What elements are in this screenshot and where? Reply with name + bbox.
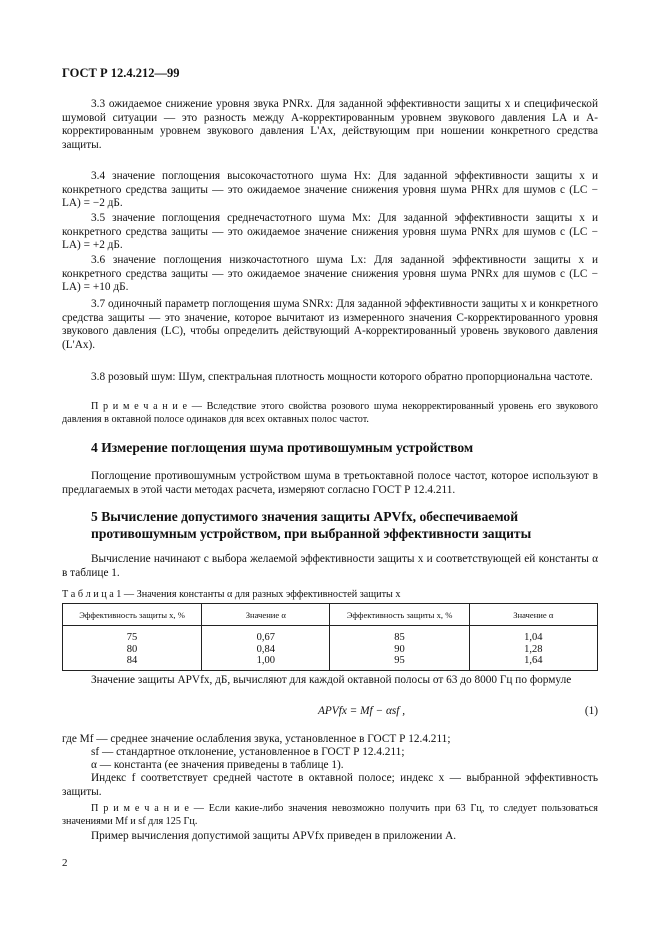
paragraph-3-7: 3.7 одиночный параметр поглощения шума SNRx: Для заданной эффективности защиты x и конкретного средства защиты — это значение, которое вычитают из измеренного значения C-корректированного уровня звукового давления (LC), чтобы определить действующий A-корректированный уровень звукового давления (L'Ax). <box>62 298 598 352</box>
paragraph-4: Поглощение противошумным устройством шума в третьоктавной полосе частот, которое используют в предлагаемых в этой части методах расчета, измеряют согласно ГОСТ Р 12.4.211. <box>62 470 598 496</box>
table-header-cell: Эффективность защиты x, % <box>63 604 202 626</box>
formula-number: (1) <box>584 705 598 717</box>
paragraph-3-6: 3.6 значение поглощения низкочастотного шума Lx: Для заданной эффективности защиты x и конкретного средства защиты — это ожидаемое значение снижения уровня шума PNRx для шумов с (LC − LA) = +10 дБ. <box>62 254 598 294</box>
where-line-2: sf — стандартное отклонение, установленное в ГОСТ Р 12.4.211; <box>91 746 405 758</box>
table-cell: 75 80 84 <box>63 626 202 671</box>
paragraph-3-8: 3.8 розовый шум: Шум, спектральная плотность мощности которого обратно пропорциональна частоте. <box>91 371 593 383</box>
where-line-1: где Mf — среднее значение ослабления звука, установленное в ГОСТ Р 12.4.211; <box>62 733 451 745</box>
paragraph-5: Вычисление начинают с выбора желаемой эффективности защиты x и соответствующей ей константы α в таблице 1. <box>62 553 598 579</box>
table-header-row <box>63 604 598 626</box>
table-cell: 85 90 95 <box>330 626 469 671</box>
paragraph-3-4: 3.4 значение поглощения высокочастотного шума Hx: Для заданной эффективности защиты x и конкретного средства защиты — это ожидаемое значение снижения уровня шума PHRx для шумов с (LC − LA) = −2 дБ. <box>62 170 598 210</box>
table-caption: Т а б л и ц а 1 — Значения константы α для разных эффективностей защиты x <box>62 589 401 600</box>
constants-table <box>62 603 598 671</box>
page-number: 2 <box>62 857 68 869</box>
formula-1 <box>62 705 598 721</box>
table-header-cell: Эффективность защиты x, % <box>330 604 469 626</box>
note-1: П р и м е ч а н и е — Вследствие этого свойства розового шума некорректированный уровень его звукового давления в октавной полосе одинаков для всех октавных полос частот. <box>62 401 598 425</box>
paragraph-3-3: 3.3 ожидаемое снижение уровня звука PNRx. Для заданной эффективности защиты x и специфической шумовой ситуации — это разность между A-корректированным уровнем звукового давления LA и A-корректированным уровнем звукового давления L'Ax, действующим при ношении конкретного средства защиты. <box>62 98 598 152</box>
section-heading-5: 5 Вычисление допустимого значения защиты APVfx, обеспечиваемой противошумным устройством, при выбранной эффективности защиты <box>91 509 532 541</box>
table-row <box>63 626 598 671</box>
formula-expression: APVfx = Mf − αsf , <box>318 705 406 717</box>
paragraph-index: Индекс f соответствует средней частоте в октавной полосе; индекс x — выбранной эффективность защиты. <box>62 772 598 798</box>
paragraph-example: Пример вычисления допустимой защиты APVfx приведен в приложении А. <box>91 830 457 842</box>
section-heading-4: 4 Измерение поглощения шума противошумным устройством <box>91 440 474 455</box>
table-cell: 1,04 1,28 1,64 <box>469 626 597 671</box>
table-cell: 0,67 0,84 1,00 <box>202 626 330 671</box>
table-header-cell: Значение α <box>469 604 597 626</box>
document-header: ГОСТ Р 12.4.212—99 <box>62 66 180 80</box>
where-line-3: α — константа (ее значения приведены в таблице 1). <box>91 759 344 771</box>
paragraph-3-5: 3.5 значение поглощения среднечастотного шума Mx: Для заданной эффективности защиты x и конкретного средства защиты — это ожидаемое значение снижения уровня шума PNRx для шумов с (LC − LA) = +2 дБ. <box>62 212 598 252</box>
paragraph-apv: Значение защиты APVfx, дБ, вычисляют для каждой октавной полосы от 63 до 8000 Гц по формуле <box>91 674 572 686</box>
note-2: П р и м е ч а н и е — Если какие-либо значения невозможно получить при 63 Гц, то следует пользоваться значениями Mf и sf для 125 Гц. <box>62 803 598 827</box>
table-header-cell: Значение α <box>202 604 330 626</box>
